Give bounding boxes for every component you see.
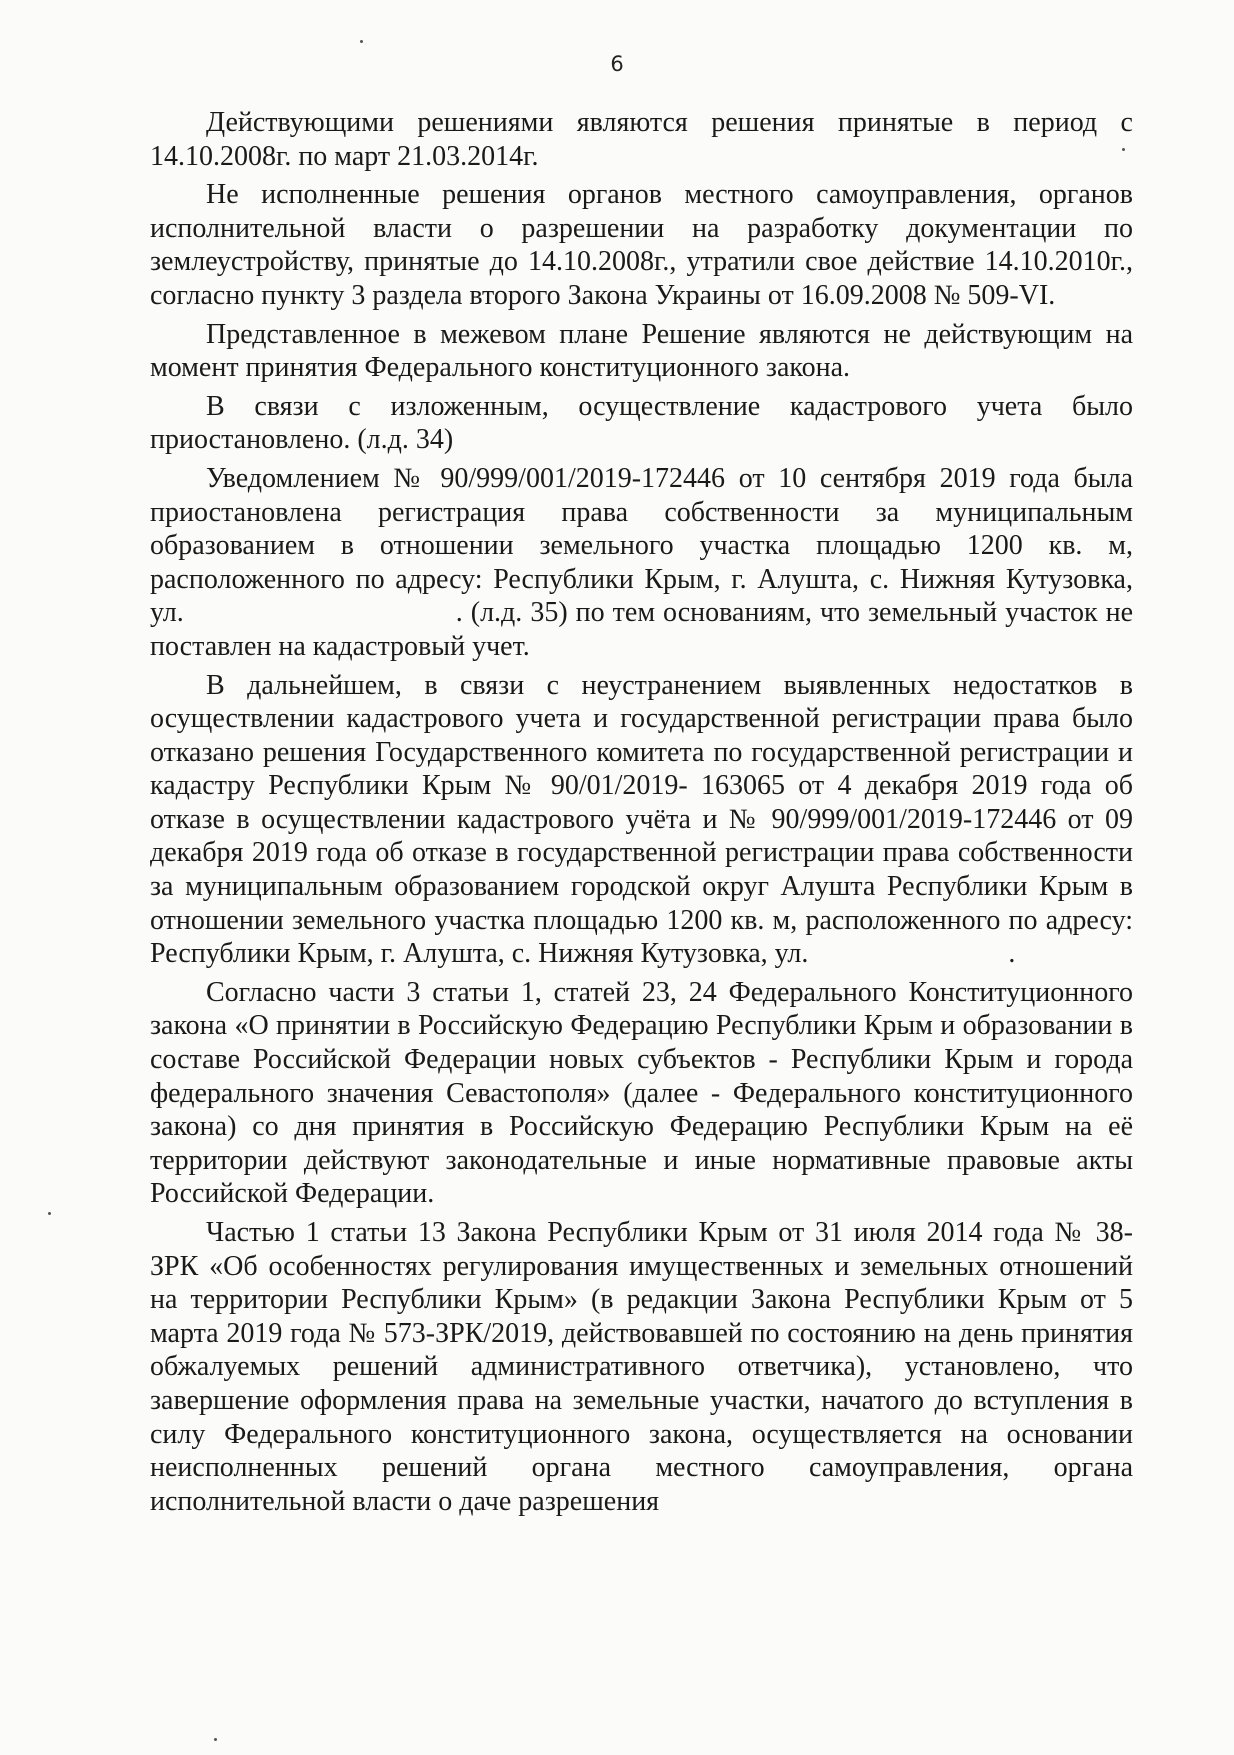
paragraph-6-before-redaction: В дальнейшем, в связи с неустранением выявленных недостатков в осуществлении кадастрового учета и государственной регистрации права было отказано решения Государственного комитета по государственной регистрации и кадастру Республики Крым № 90/01/2019- 163065 от 4 декабря 2019 года об отказе в осуществлении кадастрового учёта и № 90/999/001/2019-172446 от 09 декабря 2019 года об отказе в государственной регистрации права собственности за муниципальным образованием городской округ Алушта Республики Крым в отношении земельного участка площадью 1200 кв. м, расположенного по адресу: Республики Крым, г. Алушта, с. Нижняя Кутузовка, ул. <box>150 669 1133 970</box>
paragraph-5-before-redaction: Уведомлением № 90/999/001/2019-172446 от 10 сентября 2019 года была приостановлена регистрация права собственности за муниципальным образованием в отношении земельного участка площадью 1200 кв. м, расположенного по адресу: Республики Крым, г. Алушта, с. Нижняя Кутузовка, ул. <box>150 462 1133 629</box>
scan-speck <box>48 1212 51 1215</box>
document-body <box>150 106 1133 1523</box>
paragraph-8: Частью 1 статьи 13 Закона Республики Крым от 31 июля 2014 года № 38- ЗРК «Об особенностях регулирования имущественных и земельных отношений на территории Республики Крым» (в редакции Закона Республики Крым от 5 марта 2019 года № 573-ЗРК/2019, действовавшей по состоянию на день принятия обжалуемых решений административного ответчика), установлено, что завершение оформления права на земельные участки, начатого до вступления в силу Федерального конституционного закона, осуществляется на основании неисполненных решений органа местного самоуправления, органа исполнительной власти о даче разрешения <box>150 1217 1133 1517</box>
paragraph-6-after-redaction: . <box>1008 938 1016 970</box>
paragraph-6 <box>150 669 1133 971</box>
paragraph-1: Действующими решениями являются решения принятые в период с 14.10.2008г. по март 21.03.2014г. <box>150 107 1133 172</box>
paragraph-4: В связи с изложенным, осуществление кадастрового учета было приостановлено. (л.д. 34) <box>150 390 1133 456</box>
scan-speck <box>1122 148 1125 151</box>
paragraph-2: Не исполненные решения органов местного самоуправления, органов исполнительной власти о разрешении на разработку документации по землеустройству, принятые до 14.10.2008г., утратили свое действие 14.10.2010г., согласно пункту 3 раздела второго Закона Украины от 16.09.2008 № 509-VI. <box>150 179 1133 311</box>
page-number: 6 <box>610 52 624 76</box>
paragraph-7: Согласно части 3 статьи 1, статей 23, 24 Федерального Конституционного закона «О принятии в Российскую Федерацию Республики Крым и образовании в составе Российской Федерации новых субъектов - Республики Крым и города федерального значения Севастополя» (далее - Федерального конституционного закона) со дня принятия в Российскую Федерацию Республики Крым на её территории действуют законодательные и иные нормативные правовые акты Российской Федерации. <box>150 976 1133 1210</box>
scan-speck <box>360 40 363 43</box>
paragraph-5 <box>150 462 1133 664</box>
paragraph-3: Представленное в межевом плане Решение являются не действующим на момент принятия Федерального конституционного закона. <box>150 318 1133 384</box>
scan-speck <box>214 1738 217 1741</box>
paragraph-5-after-redaction: . (л.д. 35) по тем основаниям, что земельный участок не поставлен на кадастровый учет. <box>150 597 1133 662</box>
